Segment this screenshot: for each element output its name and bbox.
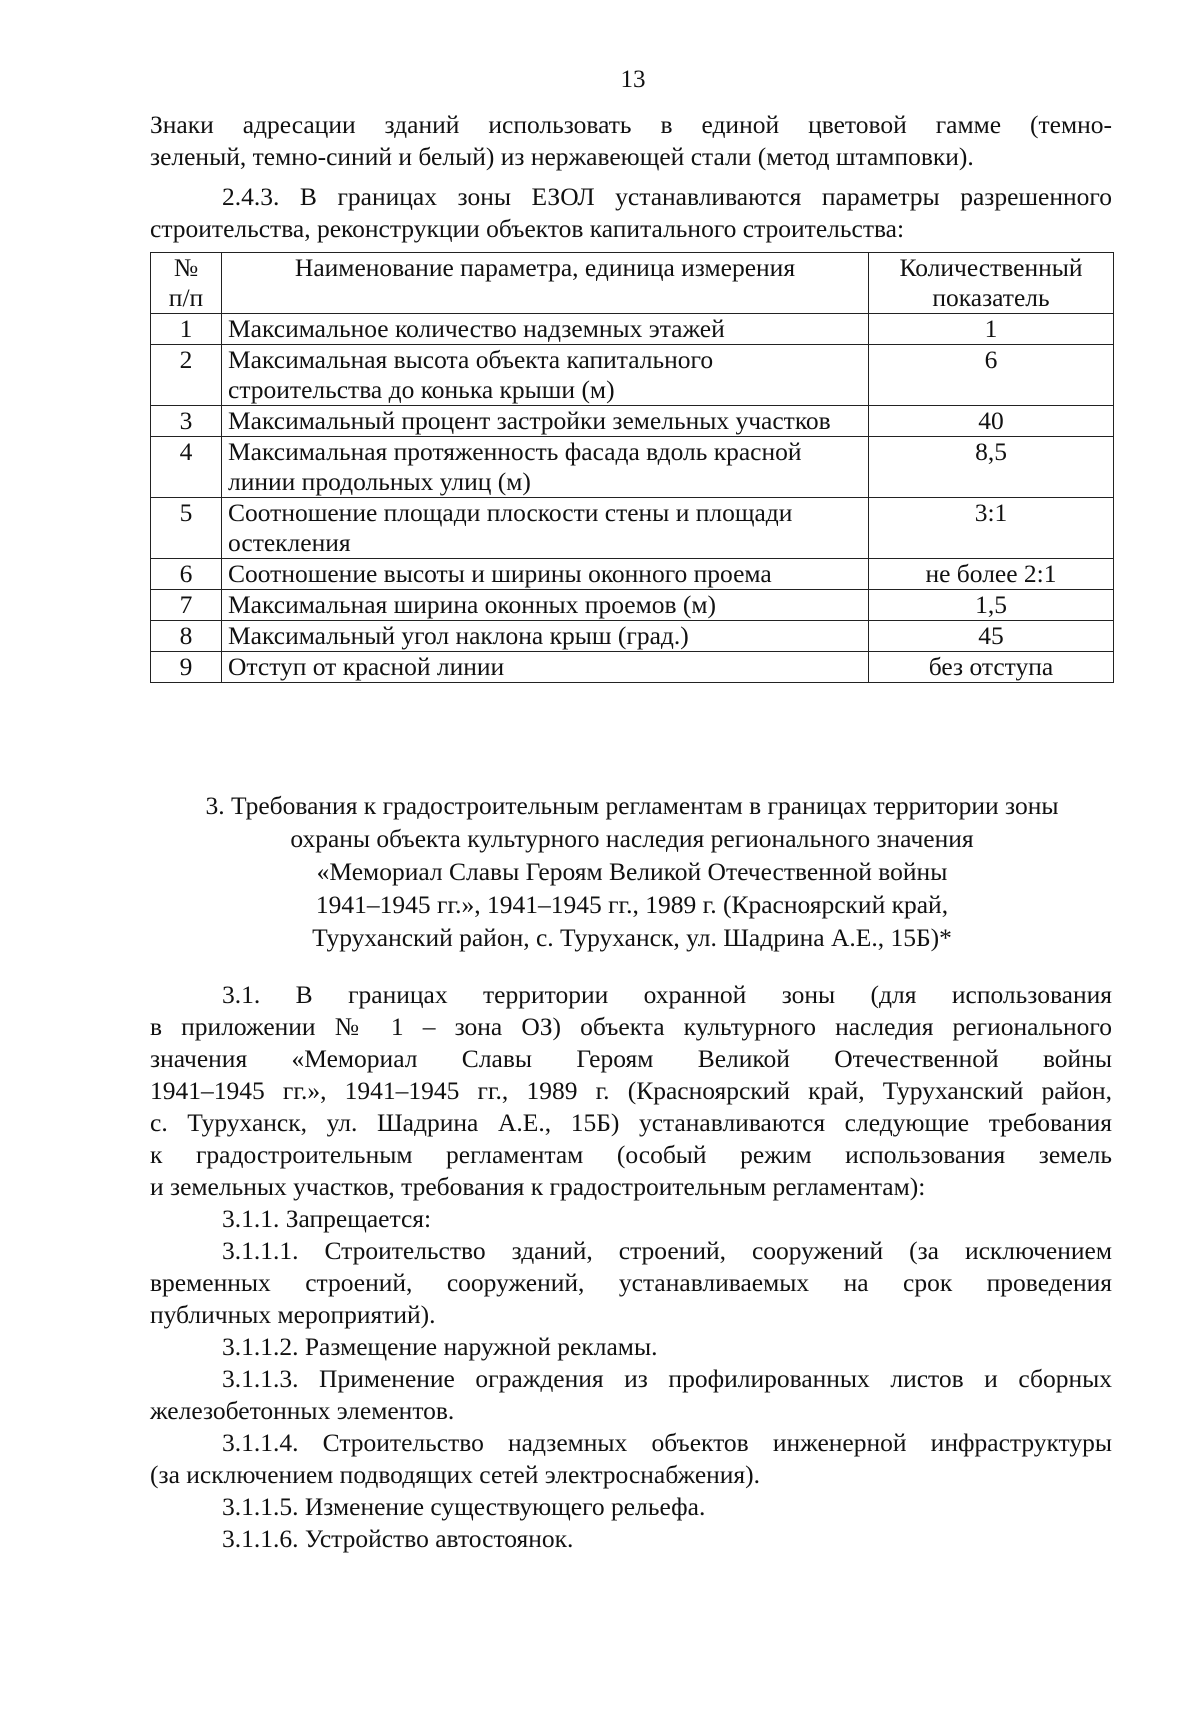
clause-3-1 — [150, 979, 1112, 1203]
row-name: Соотношение площади плоскости стены и площади остекления — [222, 498, 869, 559]
table-row — [151, 345, 1114, 406]
heading-line: охраны объекта культурного наследия регионального значения — [290, 824, 974, 853]
row-name: Отступ от красной линии — [222, 652, 869, 683]
parameters-table — [150, 252, 1114, 683]
table-header-row — [151, 253, 1114, 314]
text-line: 1941–1945 гг.», 1941–1945 гг., 1989 г. (Красноярский край, Туруханский район, — [150, 1076, 1112, 1105]
table-row — [151, 437, 1114, 498]
table-row — [151, 314, 1114, 345]
intro-paragraph — [150, 109, 1112, 173]
row-value: 1,5 — [869, 590, 1114, 621]
row-name: Максимальный процент застройки земельных участков — [222, 406, 869, 437]
table-row — [151, 652, 1114, 683]
text-line: (за исключением подводящих сетей электроснабжения). — [150, 1460, 761, 1489]
row-num: 4 — [151, 437, 222, 498]
row-name: Максимальная ширина оконных проемов (м) — [222, 590, 869, 621]
text-line: 3.1.1.6. Устройство автостоянок. — [222, 1524, 574, 1553]
table-row — [151, 590, 1114, 621]
row-value: 6 — [869, 345, 1114, 406]
clause-2-4-3 — [150, 181, 1112, 245]
text-line: с. Туруханск, ул. Шадрина А.Е., 15Б) устанавливаются следующие требования — [150, 1108, 1112, 1137]
text-line: 3.1.1.2. Размещение наружной рекламы. — [222, 1332, 658, 1361]
table-row — [151, 559, 1114, 590]
clause-3-1-1-3 — [150, 1363, 1112, 1427]
row-num: 5 — [151, 498, 222, 559]
text-line: публичных мероприятий). — [150, 1300, 436, 1329]
text-line: железобетонных элементов. — [150, 1396, 455, 1425]
row-num: 7 — [151, 590, 222, 621]
heading-line: «Мемориал Славы Героям Великой Отечественной войны — [316, 857, 948, 886]
text-line: 3.1.1.3. Применение ограждения из профилированных листов и сборных — [222, 1364, 1112, 1393]
table-row — [151, 621, 1114, 652]
row-name: Максимальный угол наклона крыш (град.) — [222, 621, 869, 652]
row-value: 8,5 — [869, 437, 1114, 498]
page-number: 13 — [620, 66, 646, 93]
text-line: в приложении № 1 – зона ОЗ) объекта культурного наследия регионального — [150, 1012, 1112, 1041]
row-name: Максимальная высота объекта капитального строительства до конька крыши (м) — [222, 345, 869, 406]
text-line: 3.1.1.1. Строительство зданий, строений, сооружений (за исключением — [222, 1236, 1112, 1265]
clause-3-1-1-2 — [150, 1331, 1112, 1363]
header-value: Количественный показатель — [869, 253, 1114, 314]
clause-3-1-1-6 — [150, 1523, 1112, 1555]
clause-3-1-1-5 — [150, 1491, 1112, 1523]
clause-3-1-1-1 — [150, 1235, 1112, 1331]
row-name: Максимальное количество надземных этажей — [222, 314, 869, 345]
text-line: строительства, реконструкции объектов капитального строительства: — [150, 214, 905, 243]
text-line: значения «Мемориал Славы Героям Великой Отечественной войны — [150, 1044, 1112, 1073]
row-value: 45 — [869, 621, 1114, 652]
row-num: 1 — [151, 314, 222, 345]
heading-line: 1941–1945 гг.», 1941–1945 гг., 1989 г. (Красноярский край, — [315, 890, 949, 919]
row-value: без отступа — [869, 652, 1114, 683]
row-name: Максимальная протяженность фасада вдоль красной линии продольных улиц (м) — [222, 437, 869, 498]
text-line: 3.1.1.4. Строительство надземных объектов инженерной инфраструктуры — [222, 1428, 1112, 1457]
text-line: Знаки адресации зданий использовать в единой цветовой гамме (темно- — [150, 110, 1112, 139]
row-num: 3 — [151, 406, 222, 437]
text-line: 2.4.3. В границах зоны ЕЗОЛ устанавливаются параметры разрешенного — [222, 182, 1112, 211]
row-num: 2 — [151, 345, 222, 406]
clause-3-1-1-4 — [150, 1427, 1112, 1491]
row-num: 6 — [151, 559, 222, 590]
text-line: временных строений, сооружений, устанавливаемых на срок проведения — [150, 1268, 1112, 1297]
text-line: к градостроительным регламентам (особый режим использования земель — [150, 1140, 1112, 1169]
row-value: не более 2:1 — [869, 559, 1114, 590]
row-num: 8 — [151, 621, 222, 652]
row-value: 3:1 — [869, 498, 1114, 559]
row-value: 40 — [869, 406, 1114, 437]
header-num: № п/п — [151, 253, 222, 314]
text-line: зеленый, темно-синий и белый) из нержавеющей стали (метод штамповки). — [150, 142, 974, 171]
text-line: и земельных участков, требования к градостроительным регламентам): — [150, 1172, 926, 1201]
heading-line: 3. Требования к градостроительным регламентам в границах территории зоны — [205, 791, 1059, 820]
text-line: 3.1.1.5. Изменение существующего рельефа. — [222, 1492, 706, 1521]
table-row — [151, 498, 1114, 559]
heading-line: Туруханский район, с. Туруханск, ул. Шадрина А.Е., 15Б)* — [312, 923, 952, 952]
row-value: 1 — [869, 314, 1114, 345]
text-line: 3.1.1. Запрещается: — [222, 1204, 432, 1233]
row-num: 9 — [151, 652, 222, 683]
section-3-heading — [150, 789, 1114, 954]
row-name: Соотношение высоты и ширины оконного проема — [222, 559, 869, 590]
header-name: Наименование параметра, единица измерения — [222, 253, 869, 314]
text-line: 3.1. В границах территории охранной зоны (для использования — [222, 980, 1112, 1009]
clause-3-1-1 — [150, 1203, 1112, 1235]
table-row — [151, 406, 1114, 437]
